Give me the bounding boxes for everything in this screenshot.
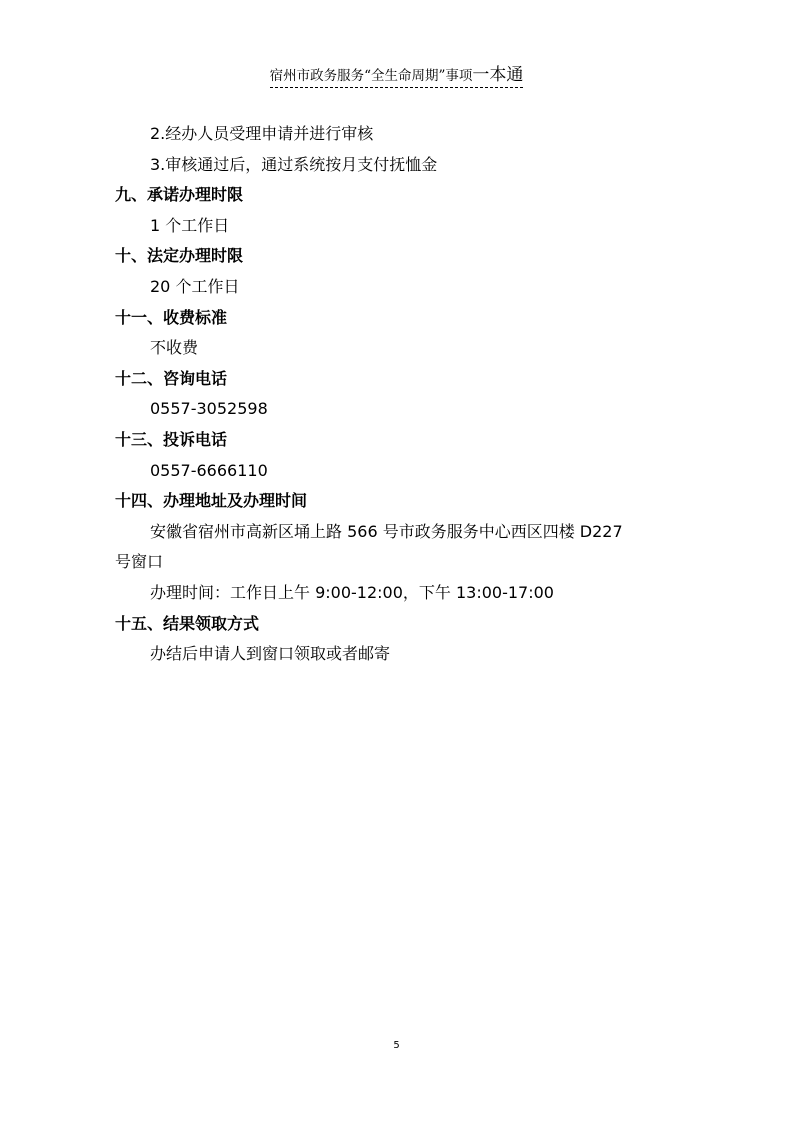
body-line: 办理时间：工作日上午 9:00-12:00，下午 13:00-17:00 <box>150 582 554 602</box>
section-heading: 十五、结果领取方式 <box>115 613 260 633</box>
body-line: 0557-3052598 <box>150 399 268 419</box>
header-title <box>270 60 524 88</box>
header-title-suffix: 一本通 <box>472 65 524 85</box>
body-line: 办结后申请人到窗口领取或者邮寄 <box>150 644 391 664</box>
body-line: 3.审核通过后，通过系统按月支付抚恤金 <box>150 154 438 174</box>
body-line: 不收费 <box>150 338 199 358</box>
body-line: 0557-6666110 <box>150 460 268 480</box>
document-body <box>115 119 695 670</box>
page-number: 5 <box>393 1040 400 1051</box>
body-line: 1 个工作日 <box>150 215 230 235</box>
section-heading: 十三、投诉电话 <box>115 429 228 449</box>
body-line: 安徽省宿州市高新区埇上路 566 号市政务服务中心西区四楼 D227 <box>150 521 623 541</box>
body-line: 2.经办人员受理申请并进行审核 <box>150 124 374 143</box>
section-heading: 十一、收费标准 <box>115 307 228 327</box>
section-heading: 九、承诺办理时限 <box>115 185 244 205</box>
header-title-main: 宿州市政务服务“全生命周期”事项 <box>269 68 473 84</box>
body-line: 20 个工作日 <box>150 276 240 296</box>
page-footer <box>0 1040 793 1051</box>
body-line: 号窗口 <box>115 552 164 572</box>
section-heading: 十二、咨询电话 <box>115 368 228 388</box>
section-heading: 十、法定办理时限 <box>115 246 244 266</box>
page-header <box>0 60 793 88</box>
section-heading: 十四、办理地址及办理时间 <box>115 491 308 511</box>
